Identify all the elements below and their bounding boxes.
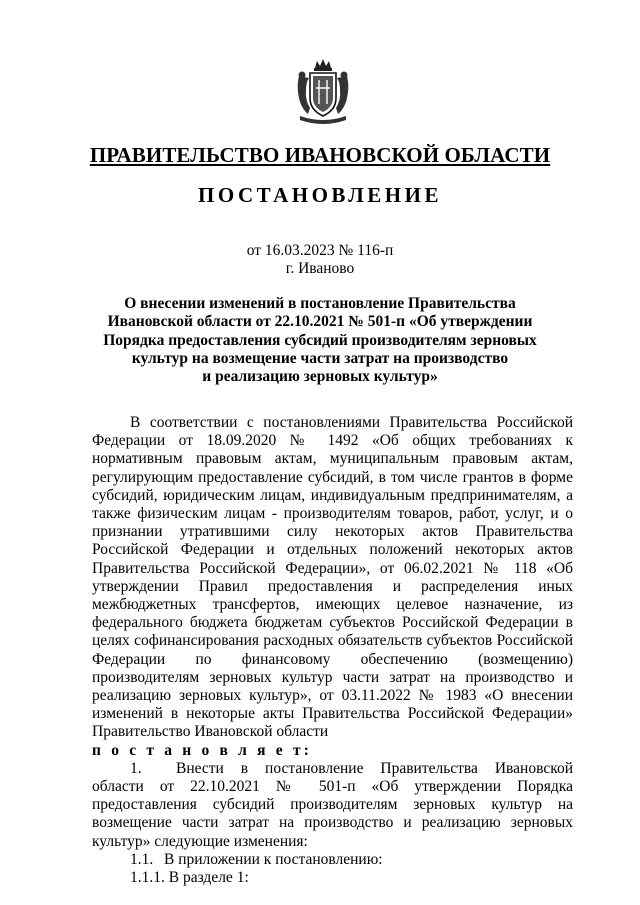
preamble-paragraph: В соответствии с постановлениями Правительства Российской Федерации от 18.09.2020 № 1492 «Об общих требованиях к нормативным правовым актам, муниципальным правовым актам, регулирующим предоставление субсидий, в том числе грантов в форме субсидий, юридическим лицам, индивидуальным предпринимателям, а также физическим лицам - производителям товаров, работ, услуг, и о признании утратившими силу некоторых актов Правительства Российской Федерации и отдельных положений некоторых актов Правительства Российской Федерации», от 06.02.2021 № 118 «Об утверждении Правил предоставления и распределения иных межбюджетных трансфертов, имеющих целевое назначение, из федерального бюджета бюджетам субъектов Российской Федерации в целях софинансирования расходных обязательств субъектов Российской Федерации по финансовому обеспечению (возмещению) производителям зерновых культур части затрат на производство и реализацию зерновых культур», от 03.11.2022 № 1983 «О внесении изменений в некоторые акты Правительства Российской Федерации» Правительство Ивановской области (92, 414, 573, 741)
title-line: О внесении изменений в постановление Правительства (124, 295, 516, 312)
date-and-number: от 16.03.2023 № 116-п (246, 242, 394, 259)
title-line: и реализацию зерновых культур» (202, 368, 438, 386)
title-line: Ивановской области от 22.10.2021 № 501-п «Об утверждении (107, 313, 533, 331)
coat-of-arms-emblem (294, 58, 352, 128)
item-1-number: 1. (130, 759, 142, 777)
document-type: ПОСТАНОВЛЕНИЕ (198, 183, 442, 207)
city: г. Иваново (285, 260, 355, 277)
item-1-1-1-paragraph: 1.1.1. В разделе 1: (130, 869, 249, 887)
item-1-text: Внести в постановление Правительства Ивановской области от 22.10.2021 № 501-п «Об утверждении Порядка предоставления субсидий производителям зерновых культур на возмещение части затрат на производство и реализацию зерновых культур» следующие изменения: (92, 759, 573, 850)
title-line: культур на возмещение части затрат на производство (131, 349, 509, 367)
government-name: ПРАВИТЕЛЬСТВО ИВАНОВСКОЙ ОБЛАСТИ (89, 143, 551, 167)
title-line: Порядка предоставления субсидий производителям зерновых (103, 331, 537, 349)
document-title (90, 295, 550, 386)
resolves-clause: п о с т а н о в л я е т: (92, 741, 313, 759)
item-1-paragraph (92, 760, 573, 851)
item-1-1-text: В приложении к постановлению: (164, 850, 383, 868)
item-1-1-paragraph (92, 851, 573, 869)
item-1-1-number: 1.1. (130, 850, 154, 868)
document-body (92, 414, 573, 887)
